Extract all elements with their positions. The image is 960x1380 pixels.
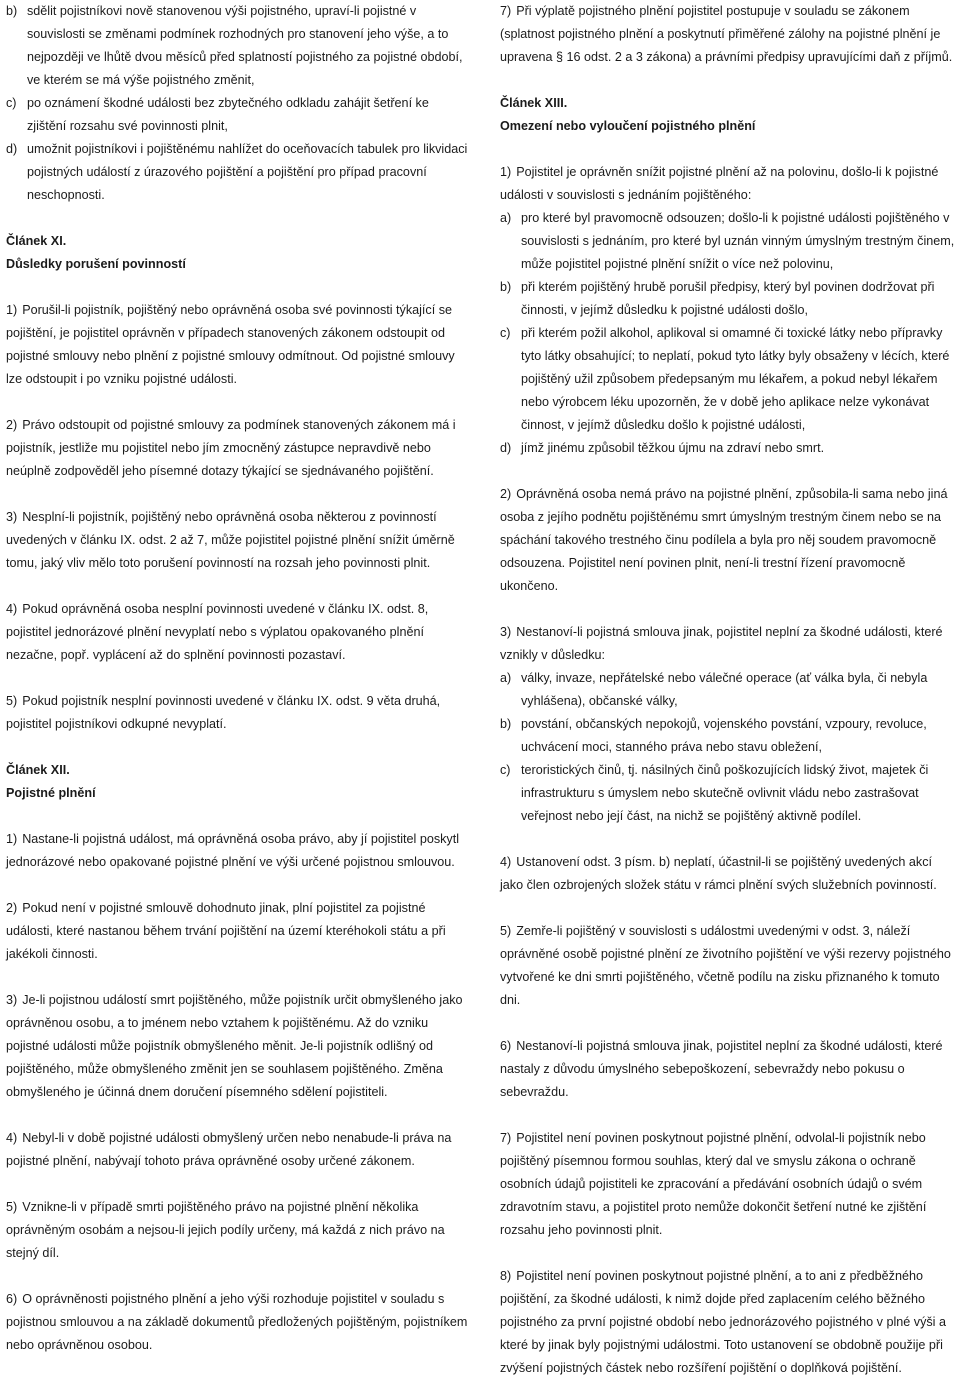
paragraph	[6, 690, 468, 736]
paragraph-number: 4)	[6, 1131, 18, 1145]
paragraph-text: Zemře-li pojištěný v souvislosti s událostmi uvedenými v odst. 3, náleží oprávněné osobě pojistné plnění ze životního pojištění ve výši rezervy pojistného vytvořené ke dni smrti pojištěného, včetně podílu na zisku přiznaného k tomuto dni.	[500, 924, 951, 1007]
list-item	[500, 667, 956, 713]
list-letter: c)	[500, 763, 511, 777]
article-title: Článek XII.	[6, 763, 70, 777]
paragraph	[6, 598, 468, 667]
paragraph-number: 3)	[6, 993, 18, 1007]
list-text: sdělit pojistníkovi nově stanovenou výši pojistného, upraví-li pojistné v souvislosti se změnami podmínek rozhodných pro stanovení jeho výše, a to nejpozději ve lhůtě dvou měsíců před splatností pojistného za pojistné období, ve kterém se má výše pojistného změnit,	[27, 4, 463, 87]
list-letter: b)	[500, 280, 512, 294]
list-item	[500, 759, 956, 828]
paragraph-number: 5)	[6, 694, 18, 708]
list-item	[500, 437, 956, 460]
right-column	[500, 0, 956, 1380]
paragraph-text: Nestanoví-li pojistná smlouva jinak, pojistitel neplní za škodné události, které vznikly v důsledku:	[500, 625, 943, 662]
list-letter: c)	[500, 326, 511, 340]
article-title: Článek XIII.	[500, 96, 568, 110]
list-text: války, invaze, nepřátelské nebo válečné operace (ať válka byla, či nebyla vyhlášena), občanské války,	[521, 671, 928, 708]
paragraph-text: Pokud není v pojistné smlouvě dohodnuto jinak, plní pojistitel za pojistné události, které nastanou během trvání pojištění na území kteréhokoli státu a při jakékoli činnosti.	[6, 901, 446, 961]
paragraph	[500, 851, 956, 897]
paragraph	[6, 989, 468, 1104]
paragraph-text: Oprávněná osoba nemá právo na pojistné plnění, způsobila-li sama nebo jiná osoba z jejího podnětu pojištěnému smrt úmyslným trestným činem nebo se na spáchání takového trestného činu podílela a byla pro něj soudem pravomocně odsouzena. Pojistitel není povinen plnit, není-li trestní řízení pravomocně ukončeno.	[500, 487, 948, 593]
paragraph-number: 6)	[500, 1039, 512, 1053]
paragraph	[500, 1127, 956, 1242]
paragraph-text: Nesplní-li pojistník, pojištěný nebo oprávněná osoba některou z povinností uvedených v článku IX. odst. 2 až 7, může pojistitel pojistné plnění snížit úměrně tomu, jaký vliv mělo toto porušení povinností na rozsah jeho povinnosti plnit.	[6, 510, 455, 570]
list-letter: c)	[6, 96, 17, 110]
list-item	[6, 92, 468, 138]
paragraph-text: Porušil-li pojistník, pojištěný nebo oprávněná osoba své povinnosti týkající se pojištění, je pojistitel oprávněn v případech stanovených zákonem odstoupit od pojistné smlouvy nebo plnění z pojistné smlouvy odmítnout. Od pojistné smlouvy lze odstoupit i po vzniku pojistné události.	[6, 303, 455, 386]
paragraph-text: Ustanovení odst. 3 písm. b) neplatí, účastnil-li se pojištěný uvedených akcí jako člen ozbrojených složek státu v rámci plnění svých služebních povinností.	[500, 855, 937, 892]
list-text: jímž jinému způsobil těžkou újmu na zdraví nebo smrt.	[521, 441, 825, 455]
paragraph-text: Pokud pojistník nesplní povinnosti uvedené v článku IX. odst. 9 věta druhá, pojistitel pojistníkovi odkupné nevyplatí.	[6, 694, 441, 731]
paragraph-number: 3)	[500, 625, 512, 639]
paragraph-text: Nebyl-li v době pojistné události obmyšlený určen nebo nenabude-li práva na pojistné plnění, nabývají tohoto práva oprávněné osoby určené zákonem.	[6, 1131, 452, 1168]
paragraph	[500, 1265, 956, 1380]
paragraph-number: 2)	[500, 487, 512, 501]
list-item	[6, 0, 468, 92]
list-letter: b)	[500, 717, 512, 731]
paragraph	[6, 1288, 468, 1357]
list-letter: a)	[500, 211, 512, 225]
article-title: Článek XI.	[6, 234, 67, 248]
paragraph-number: 8)	[500, 1269, 512, 1283]
list-item	[500, 276, 956, 322]
paragraph-text: Pokud oprávněná osoba nesplní povinnosti uvedené v článku IX. odst. 8, pojistitel jednorázové plnění nevyplatí nebo s výplatou opakovaného plnění nezačne, popř. vyplácení až do splnění povinnosti pozastaví.	[6, 602, 429, 662]
paragraph-number: 2)	[6, 418, 18, 432]
paragraph-text: Pojistitel není povinen poskytnout pojistné plnění, odvolal-li pojistník nebo pojištěný písemnou formou souhlas, který dal ve smyslu zákona o ochraně osobních údajů pojistiteli ke zpracování a předávání osobních údajů o svém zdravotním stavu, a pojistitel proto nemůže dokončit šetření nutné ke zjištění rozsahu jeho povinnosti plnit.	[500, 1131, 927, 1237]
paragraph-number: 4)	[6, 602, 18, 616]
article-subtitle: Omezení nebo vyloučení pojistného plnění	[500, 119, 756, 133]
list-letter: d)	[6, 142, 18, 156]
paragraph	[6, 1127, 468, 1173]
paragraph-text: O oprávněnosti pojistného plnění a jeho výši rozhoduje pojistitel v souladu s pojistnou smlouvou a na základě dokumentů předložených pojištěným, pojistníkem nebo oprávněnou osobou.	[6, 1292, 468, 1352]
list-text: umožnit pojistníkovi i pojištěnému nahlížet do oceňovacích tabulek pro likvidaci pojistných událostí z úrazového pojištění a pojištění pro případ pracovní neschopnosti.	[27, 142, 468, 202]
paragraph-number: 6)	[6, 1292, 18, 1306]
paragraph	[6, 299, 468, 391]
paragraph-number: 7)	[500, 1131, 512, 1145]
list-item	[500, 322, 956, 437]
paragraph-text: Nestanoví-li pojistná smlouva jinak, pojistitel neplní za škodné události, které nastaly z důvodu úmyslného sebepoškození, sebevraždy nebo pokusu o sebevraždu.	[500, 1039, 943, 1099]
list-item	[6, 138, 468, 207]
paragraph-text: Při výplatě pojistného plnění pojistitel postupuje v souladu se zákonem (splatnost pojistného plnění a poskytnutí přiměřené zálohy na pojistné plnění je upravena § 16 odst. 2 a 3 zákona) a právními předpisy upravujícími daň z příjmů.	[500, 4, 953, 64]
paragraph	[500, 621, 956, 667]
paragraph-number: 4)	[500, 855, 512, 869]
paragraph	[500, 483, 956, 598]
list-letter: a)	[500, 671, 512, 685]
paragraph	[6, 897, 468, 966]
article-subtitle: Pojistné plnění	[6, 786, 96, 800]
list-text: povstání, občanských nepokojů, vojenského povstání, vzpoury, revoluce, uchvácení moci, stanného práva nebo stavu obležení,	[521, 717, 927, 754]
paragraph-number: 1)	[6, 303, 18, 317]
paragraph-number: 3)	[6, 510, 18, 524]
paragraph-text: Pojistitel není povinen poskytnout pojistné plnění, a to ani z předběžného pojištění, za škodné události, k nimž dojde před zaplacením celého běžného pojistného za první pojistné období nebo jednorázového pojistného v plné výši a které by jinak byly pojistnými událostmi. Toto ustanovení se obdobně použije při zvýšení pojistných částek nebo rozšíření pojištění o doplňková pojištění.	[500, 1269, 946, 1375]
list-text: při kterém pojištěný hrubě porušil předpisy, který byl povinen dodržovat při činnosti, v jejímž důsledku k pojistné události došlo,	[521, 280, 935, 317]
paragraph-number: 5)	[500, 924, 512, 938]
article-subtitle: Důsledky porušení povinností	[6, 257, 186, 271]
paragraph	[500, 1035, 956, 1104]
list-text: při kterém požil alkohol, aplikoval si omamné či toxické látky nebo přípravky tyto látky obsahující; to neplatí, pokud tyto látky byly obsaženy v lécích, které pojištěný užil způsobem předepsaným mu lékařem, a pokud nebyl lékařem nebo výrobcem léku upozorněn, že v době jeho aplikace nelze vykonávat činnost, v jejímž důsledku došlo k pojistné události,	[521, 326, 950, 432]
paragraph	[6, 414, 468, 483]
list-letter: d)	[500, 441, 512, 455]
list-text: pro které byl pravomocně odsouzen; došlo-li k pojistné události pojištěného v souvislosti s jednáním, pro které byl uznán vinným úmyslným trestným činem, může pojistitel pojistné plnění snížit o více než polovinu,	[521, 211, 955, 271]
left-column	[6, 0, 468, 1357]
paragraph	[6, 828, 468, 874]
paragraph-text: Vznikne-li v případě smrti pojištěného právo na pojistné plnění několika oprávněným osobám a nejsou-li jejich podíly určeny, má každá z nich právo na stejný díl.	[6, 1200, 445, 1260]
paragraph-text: Právo odstoupit od pojistné smlouvy za podmínek stanovených zákonem má i pojistník, jestliže mu pojistitel nebo jím zmocněný zástupce nepravdivě nebo neúplně zodpověděl jeho písemné dotazy týkající se sjednávaného pojištění.	[6, 418, 456, 478]
paragraph	[500, 161, 956, 207]
list-letter: b)	[6, 4, 18, 18]
paragraph	[500, 0, 956, 69]
paragraph	[6, 1196, 468, 1265]
list-item	[500, 207, 956, 276]
list-item	[500, 713, 956, 759]
paragraph-number: 1)	[500, 165, 512, 179]
list-text: teroristických činů, tj. násilných činů poškozujících lidský život, majetek či infrastrukturu s úmyslem nebo skutečně ovlivnit vládu nebo zastrašovat veřejnost nebo její část, na nichž se pojištěný aktivně podílel.	[521, 763, 929, 823]
paragraph	[500, 920, 956, 1012]
paragraph-number: 5)	[6, 1200, 18, 1214]
paragraph-text: Pojistitel je oprávněn snížit pojistné plnění až na polovinu, došlo-li k pojistné události v souvislosti s jednáním pojištěného:	[500, 165, 939, 202]
list-text: po oznámení škodné události bez zbytečného odkladu zahájit šetření ke zjištění rozsahu své povinnosti plnit,	[27, 96, 429, 133]
paragraph-text: Nastane-li pojistná událost, má oprávněná osoba právo, aby jí pojistitel poskytl jednorázové nebo opakované pojistné plnění ve výši určené pojistnou smlouvou.	[6, 832, 460, 869]
paragraph-number: 2)	[6, 901, 18, 915]
paragraph	[6, 506, 468, 575]
paragraph-text: Je-li pojistnou událostí smrt pojištěného, může pojistník určit obmyšleného jako oprávněnou osobu, a to jménem nebo vztahem k pojištěnému. Až do vzniku pojistné události může pojistník obmyšleného měnit. Je-li pojistník odlišný od pojištěného, může obmyšleného změnit jen se souhlasem pojištěného. Změna obmyšleného je účinná dnem doručení písemného sdělení pojistiteli.	[6, 993, 463, 1099]
paragraph-number: 1)	[6, 832, 18, 846]
paragraph-number: 7)	[500, 4, 512, 18]
